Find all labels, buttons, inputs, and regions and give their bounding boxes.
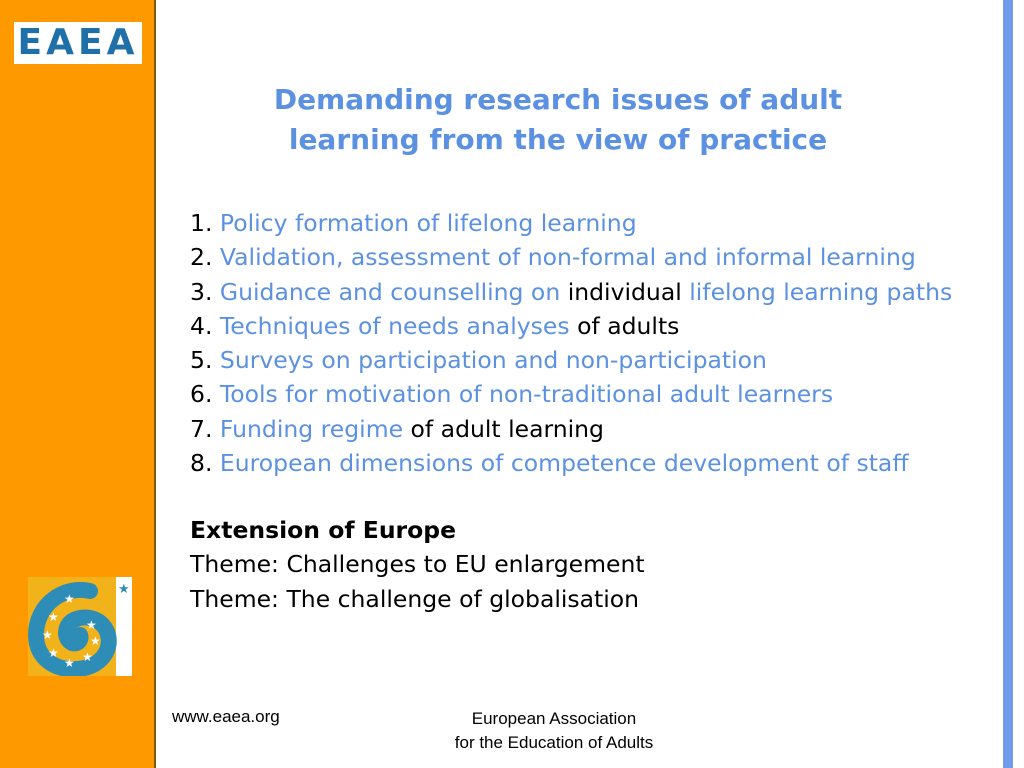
svg-text:★: ★ — [64, 656, 75, 670]
list-item-text: Guidance and counselling on — [219, 277, 561, 306]
list-item-number: 6. — [190, 380, 213, 409]
extension-heading: Extension of Europe — [190, 516, 457, 544]
list-item-text: of adult learning — [410, 414, 604, 443]
theme-line: Theme: Challenges to EU enlargement — [190, 550, 645, 579]
svg-text:★: ★ — [82, 650, 93, 664]
footer-organization — [404, 707, 704, 755]
list-item — [190, 275, 952, 309]
list-item-number: 2. — [190, 243, 213, 272]
list-item-text: European dimensions of competence development of staff — [219, 449, 909, 478]
eaea-logo — [14, 22, 142, 64]
list-item — [190, 240, 952, 274]
list-item — [190, 309, 952, 343]
list-item-text: Tools for motivation of non-traditional adult learners — [219, 380, 834, 409]
extension-section — [190, 513, 645, 616]
footer-org-line-1: European Association — [471, 709, 637, 728]
svg-text:★: ★ — [118, 582, 130, 597]
list-item-number: 3. — [190, 277, 213, 306]
list-item-text: of adults — [577, 311, 680, 340]
list-item-text: Validation, assessment of non-formal and informal learning — [219, 243, 916, 272]
slide-title — [200, 80, 916, 160]
list-item-text: Techniques of needs analyses — [219, 311, 570, 340]
logo-text: EAEA — [17, 22, 139, 63]
list-item-text: Funding regime — [219, 414, 404, 443]
list-item-number: 4. — [190, 311, 213, 340]
footer-org-line-2: for the Education of Adults — [454, 733, 654, 752]
list-item — [190, 377, 952, 411]
eu-stars-emblem-icon — [28, 577, 132, 676]
svg-text:★: ★ — [64, 592, 75, 606]
list-item — [190, 412, 952, 446]
title-line-2: learning from the view of practice — [288, 123, 828, 156]
list-item-text: Policy formation of lifelong learning — [219, 209, 637, 237]
list-item-number: 5. — [190, 346, 213, 375]
svg-text:★: ★ — [48, 610, 59, 624]
list-item-number: 1. — [190, 209, 213, 237]
right-accent-bar — [1003, 0, 1013, 768]
list-item-text: Surveys on participation and non-participation — [219, 346, 767, 375]
svg-text:★: ★ — [48, 646, 59, 660]
svg-text:★: ★ — [90, 634, 101, 648]
svg-text:★: ★ — [86, 618, 97, 632]
theme-line: Theme: The challenge of globalisation — [190, 584, 640, 613]
footer-website: www.eaea.org — [172, 707, 280, 726]
sidebar — [0, 0, 156, 768]
list-item — [190, 446, 952, 480]
svg-text:★: ★ — [42, 628, 53, 642]
title-line-1: Demanding research issues of adult — [273, 83, 843, 116]
list-item — [190, 343, 952, 377]
list-item-text: individual — [567, 277, 682, 306]
list-item-text: lifelong learning paths — [689, 277, 953, 306]
list-item — [190, 206, 952, 240]
list-item-number: 8. — [190, 449, 213, 478]
research-issues-list — [190, 206, 952, 480]
list-item-number: 7. — [190, 414, 213, 443]
